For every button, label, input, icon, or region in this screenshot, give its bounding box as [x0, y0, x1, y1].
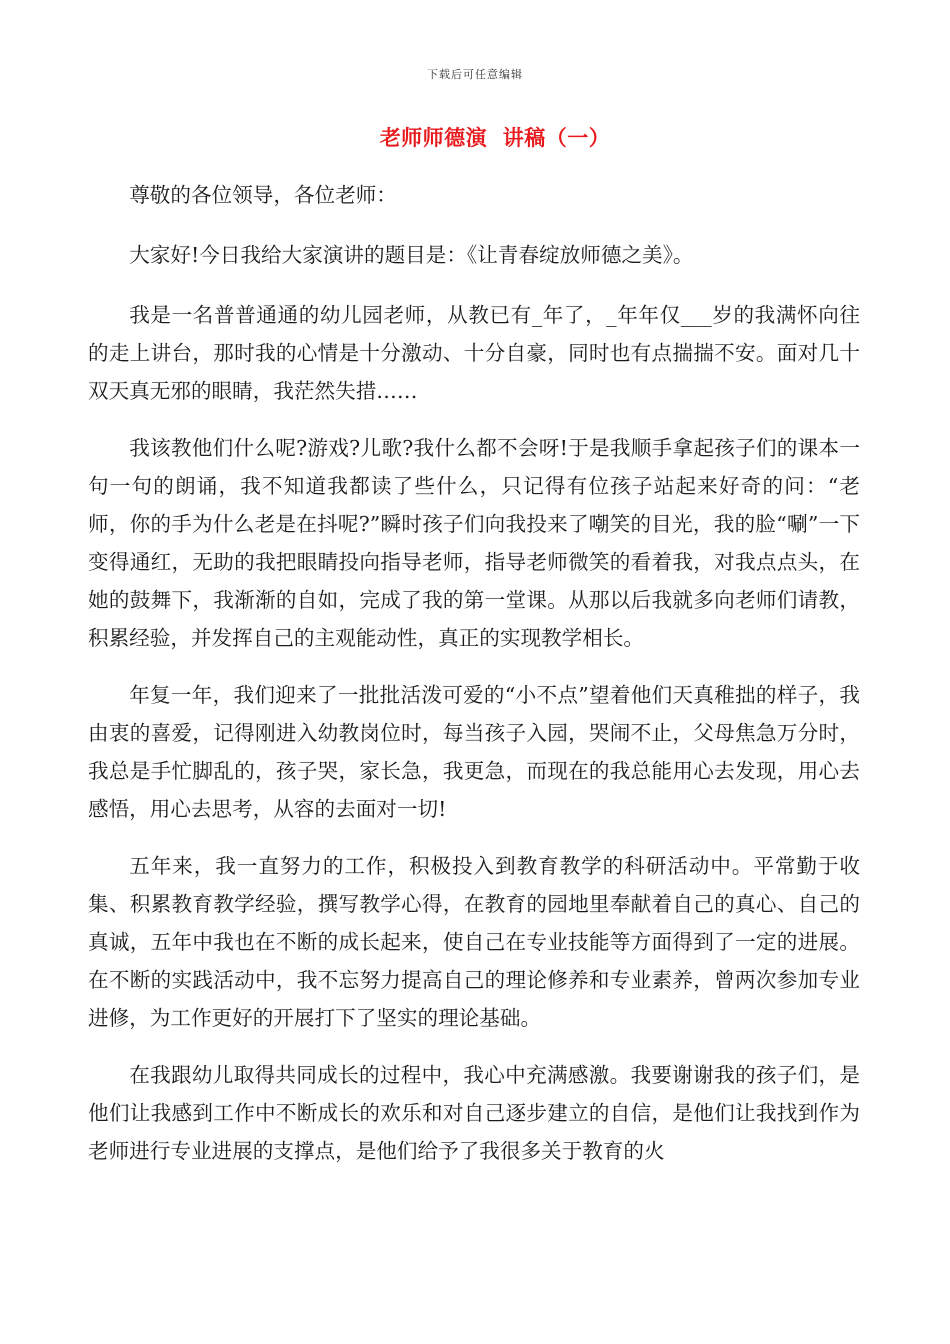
document-body: [88, 176, 860, 1189]
header-note: 下载后可任意编辑: [427, 68, 523, 81]
paragraph-salutation: 尊敬的各位领导，各位老师：: [129, 183, 397, 207]
paragraph-intro: 我是一名普普通通的幼儿园老师，从教已有_年了，_年年仅___岁的我满怀向往的走上讲台，那时我的心情是十分激动、十分自豪，同时也有点揣揣不安。面对几十双天真无邪的眼睛，我茫然失措……: [88, 303, 860, 403]
paragraph-gratitude: 在我跟幼儿取得共同成长的过程中，我心中充满感激。我要谢谢我的孩子们，是他们让我感到工作中不断成长的欢乐和对自己逐步建立的自信，是他们让我找到作为老师进行专业进展的支撑点，是他们给予了我很多关于教育的火: [88, 1063, 860, 1163]
paragraph-years: 年复一年，我们迎来了一批批活泼可爱的“小不点”望着他们天真稚拙的样子，我由衷的喜爱，记得刚进入幼教岗位时，每当孩子入园，哭闹不止，父母焦急万分时，我总是手忙脚乱的，孩子哭，家长急，我更急，而现在的我总能用心去发现，用心去感悟，用心去思考，从容的去面对一切!: [88, 683, 860, 821]
paragraph-five-years: 五年来，我一直努力的工作，积极投入到教育教学的科研活动中。平常勤于收集、积累教育教学经验，撰写教学心得，在教育的园地里奉献着自己的真心、自己的真诚，五年中我也在不断的成长起来，使自己在专业技能等方面得到了一定的进展。在不断的实践活动中，我不忘努力提高自己的理论修养和专业素养，曾两次参加专业进修，为工作更好的开展打下了坚实的理论基础。: [88, 854, 860, 1030]
paragraph-greeting: 大家好!今日我给大家演讲的题目是：《让青春绽放师德之美》。: [129, 243, 694, 267]
document-title: 老师师德演 讲稿（一）: [379, 125, 611, 150]
paragraph-first-class: 我该教他们什么呢?游戏?儿歌?我什么都不会呀!于是我顺手拿起孩子们的课本一句一句的朗诵，我不知道我都读了些什么，只记得有位孩子站起来好奇的问：“老师，你的手为什么老是在抖呢?”瞬时孩子们向我投来了嘲笑的目光，我的脸“唰”一下变得通红，无助的我把眼睛投向指导老师，指导老师微笑的看着我，对我点点头，在她的鼓舞下，我渐渐的自如，完成了我的第一堂课。从那以后我就多向老师们请教，积累经验，并发挥自己的主观能动性，真正的实现教学相长。: [88, 436, 860, 650]
